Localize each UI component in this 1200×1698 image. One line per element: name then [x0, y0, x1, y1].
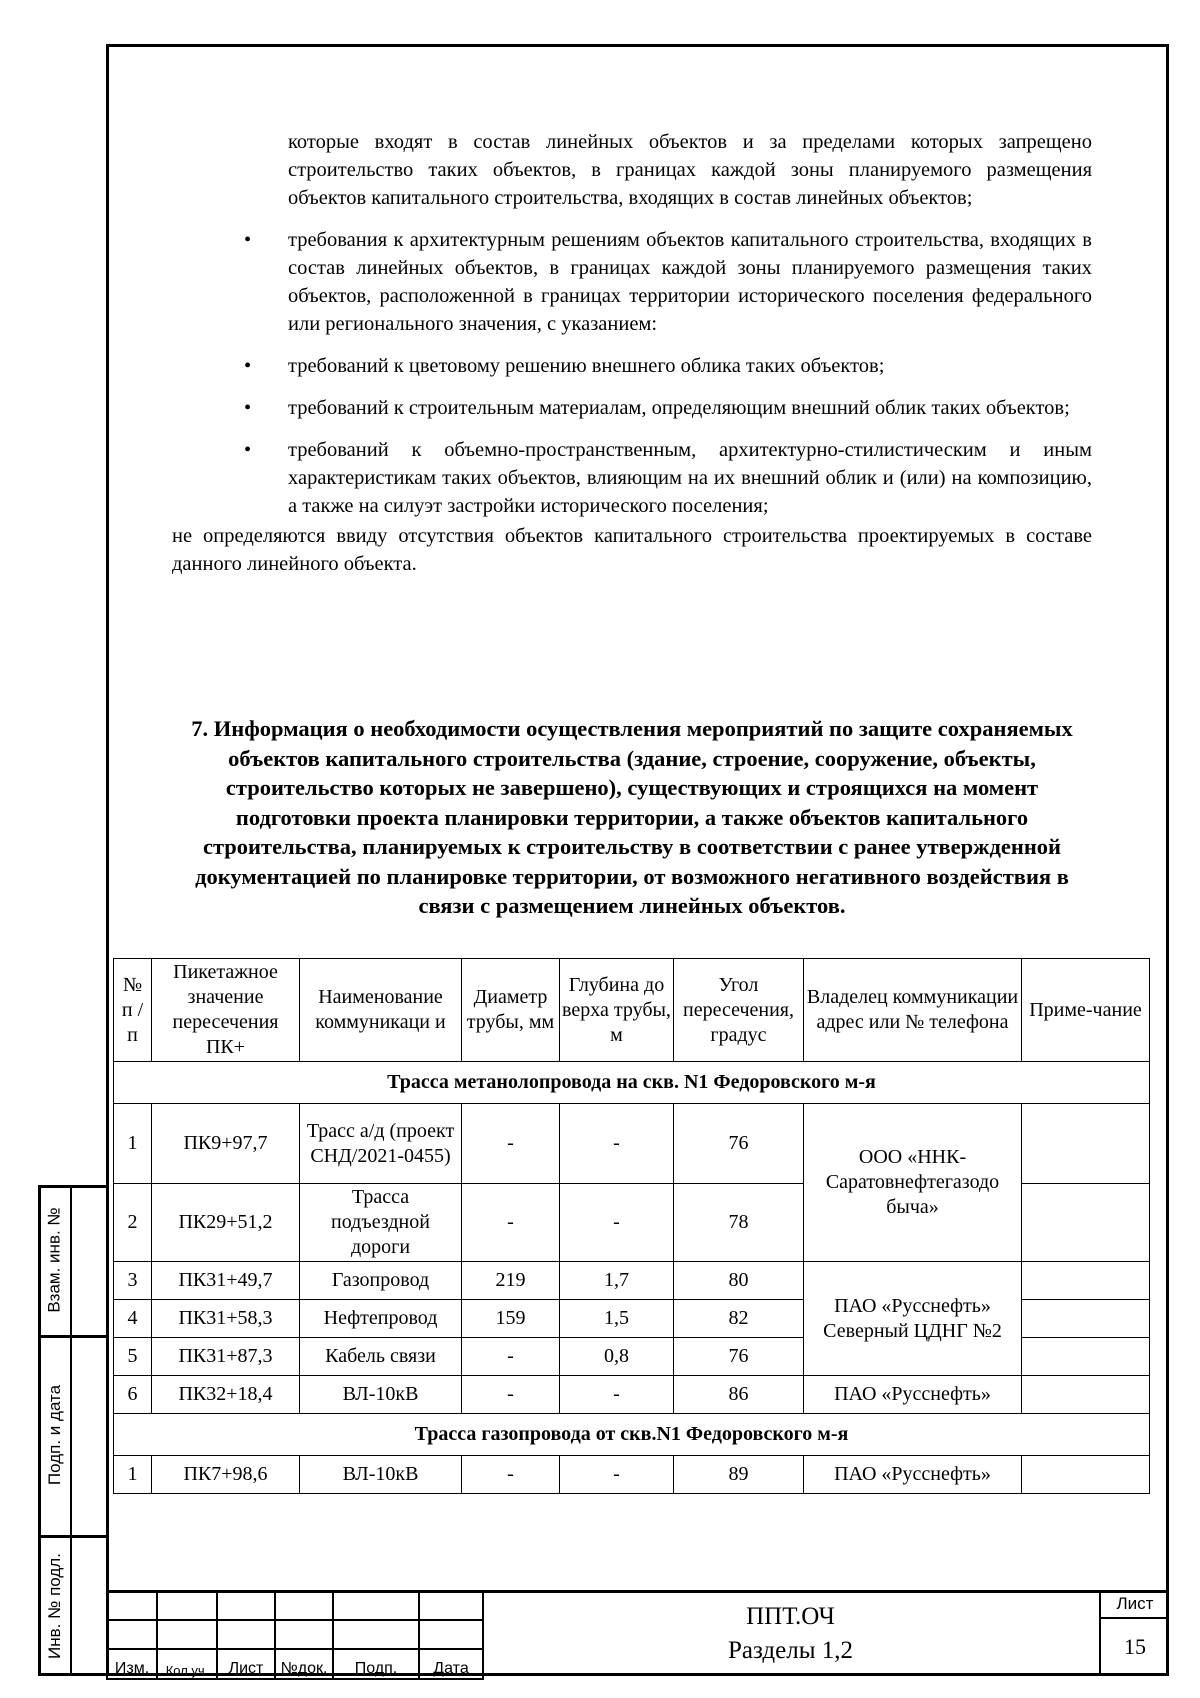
list-item: • требований к строительным материалам, определяющим внешний облик таких объектов; — [288, 394, 1092, 422]
header-picket: Пикетажное значение пересечения ПК+ — [152, 959, 300, 1062]
table-row: 1 ПК9+97,7 Трасс а/д (проект СНД/2021-0455) - - 76 ООО «ННК-Саратовнефтегазодо быча» — [114, 1104, 1150, 1184]
stamp-podp-data: Подп. и дата — [45, 1384, 65, 1486]
document-designation — [482, 1590, 1099, 1676]
header-depth: Глубина до верха трубы, м — [560, 959, 674, 1062]
header-name: Наименование коммуникаци и — [300, 959, 462, 1062]
label-podp: Подп. — [333, 1649, 419, 1679]
table-row: 1 ПК7+98,6 ВЛ-10кВ - - 89 ПАО «Русснефть» — [114, 1456, 1150, 1494]
table-row: 6 ПК32+18,4 ВЛ-10кВ - - 86 ПАО «Русснефть» — [114, 1376, 1150, 1414]
header-angle: Угол пересечения, градус — [674, 959, 804, 1062]
label-kol-uch: Кол.уч. — [157, 1649, 217, 1679]
table-row: 5 ПК31+87,3 Кабель связи - 0,8 76 — [114, 1338, 1150, 1376]
owner-cell: ПАО «Русснефть» — [804, 1456, 1022, 1494]
header-note: Приме-чание — [1022, 959, 1150, 1062]
bullet-icon: • — [244, 397, 252, 419]
table-row: 4 ПК31+58,3 Нефтепровод 159 1,5 82 — [114, 1300, 1150, 1338]
list-item: • требований к цветовому решению внешнего облика таких объектов; — [288, 352, 1092, 380]
group-title: Трасса газопровода от скв.N1 Федоровского м-я — [114, 1414, 1150, 1456]
stamp-vzam-inv: Взам. инв. № — [45, 1207, 65, 1313]
doc-title: Разделы 1,2 — [727, 1637, 853, 1664]
doc-code: ППТ.ОЧ — [746, 1603, 835, 1630]
label-izm: Изм. — [107, 1649, 157, 1679]
title-block — [106, 1590, 1169, 1676]
label-list: Лист — [217, 1649, 275, 1679]
owner-cell: ПАО «Русснефть» Северный ЦДНГ №2 — [804, 1262, 1022, 1376]
sheet-box — [1099, 1590, 1169, 1676]
owner-cell: ПАО «Русснефть» — [804, 1376, 1022, 1414]
header-owner: Владелец коммуникации адрес или № телефона — [804, 959, 1022, 1062]
sheet-number: 15 — [1124, 1634, 1146, 1659]
bullet-icon: • — [244, 229, 252, 251]
continuation-paragraph: которые входят в состав линейных объектов и за пределами которых запрещено строительство таких объектов, в границах каждой зоны планируемого размещения объектов капитального строительства, входящих в состав линейных объектов; — [288, 131, 1092, 209]
table-row: 3 ПК31+49,7 Газопровод 219 1,7 80 ПАО «Русснефть» Северный ЦДНГ №2 — [114, 1262, 1150, 1300]
owner-cell: ООО «ННК-Саратовнефтегазодо быча» — [804, 1104, 1022, 1262]
table-header-row — [114, 959, 1150, 1062]
group-title: Трасса метанолопровода на скв. N1 Федоровского м-я — [114, 1062, 1150, 1104]
list-item: • требования к архитектурным решениям объектов капитального строительства, входящих в состав линейных объектов, в границах каждой зоны планируемого размещения таких объектов, расположенной в границах территории исторического поселения федерального или регионального значения, с указанием: — [288, 226, 1092, 338]
stamp-inv-podl: Инв. № подл. — [45, 1552, 64, 1659]
requirements-list — [172, 226, 1092, 520]
revision-grid — [106, 1590, 484, 1680]
list-item: • требований к объемно-пространственным, архитектурно-стилистическим и иным характеристикам таких объектов, влияющим на их внешний облик и (или) на композицию, а также на силуэт застройки исторического поселения; — [288, 436, 1092, 520]
label-ndok: №док. — [275, 1649, 333, 1679]
bullet-icon: • — [244, 355, 252, 377]
table-row: 2 ПК29+51,2 Трасса подъездной дороги - - 78 — [114, 1184, 1150, 1262]
body-text — [172, 128, 1092, 578]
header-num: № п / п — [114, 959, 152, 1062]
label-data: Дата — [419, 1649, 483, 1679]
bullet-icon: • — [244, 439, 252, 461]
header-diameter: Диаметр трубы, мм — [462, 959, 560, 1062]
section-title: 7. Информация о необходимости осуществления мероприятий по защите сохраняемых объектов капитального строительства (здание, строение, сооружение, объекты, строительство которых не завершено), существующих и строящихся на момент подготовки проекта планировки территории, а также объектов капитального строительства, планируемых к строительству в соответствии с ранее утвержденной документацией по планировке территории, от возможного негативного воздействия в связи с размещением линейных объектов. — [191, 716, 1073, 918]
communications-table — [113, 958, 1150, 1494]
sheet-label: Лист — [1101, 1590, 1169, 1619]
closing-paragraph: не определяются ввиду отсутствия объектов капитального строительства проектируемых в составе данного линейного объекта. — [172, 525, 1092, 575]
